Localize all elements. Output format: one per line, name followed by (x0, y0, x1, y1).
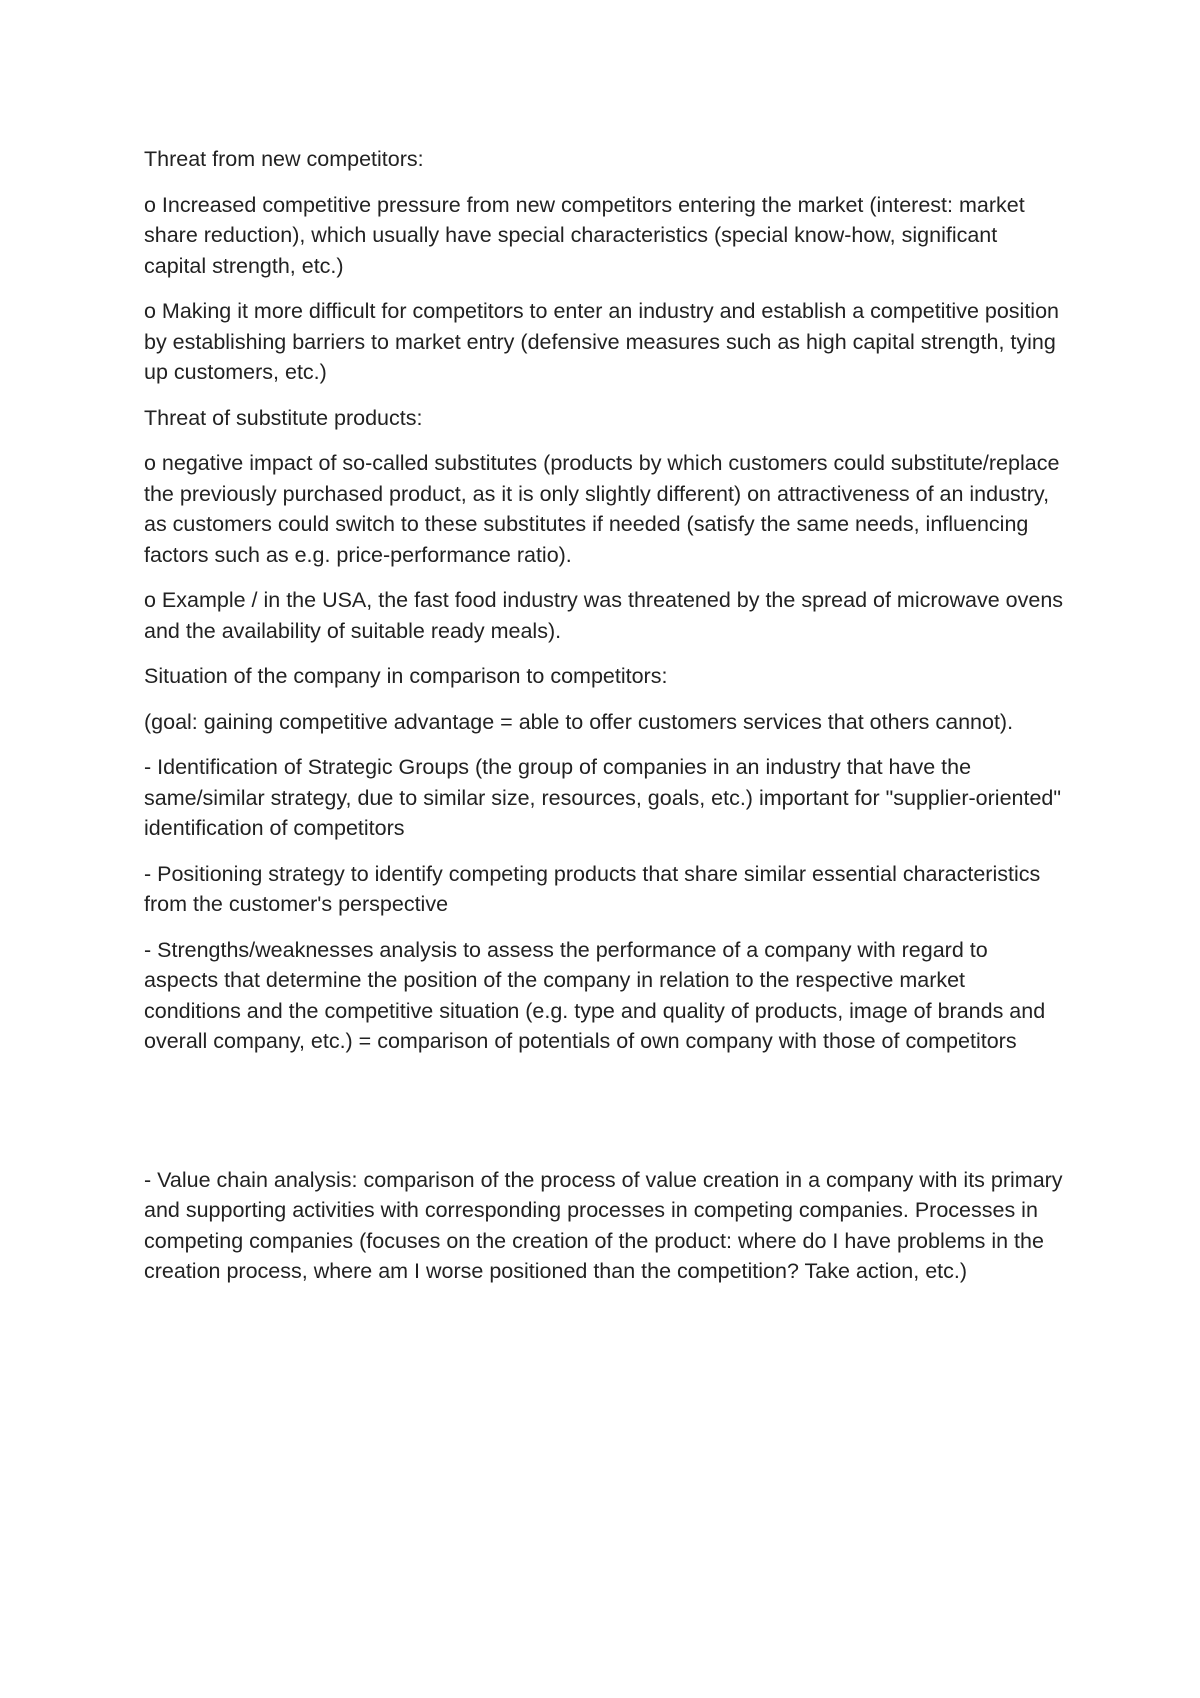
paragraph-competitive-pressure: o Increased competitive pressure from new competitors entering the market (interest: market share reduction), which usually have special characteristics (special know-how, significant capital strength, etc.) (144, 192, 1025, 278)
paragraph-substitutes-example: o Example / in the USA, the fast food industry was threatened by the spread of microwave ovens and the availability of suitable ready meals). (144, 588, 1064, 643)
paragraph-market-entry-barriers: o Making it more difficult for competitors to enter an industry and establish a competitive position by establishing barriers to market entry (defensive measures such as high capital strength, tying up customers, etc.) (144, 299, 1059, 384)
blank-space (144, 1072, 1064, 1165)
paragraph-positioning-strategy: - Positioning strategy to identify competing products that share similar essential characteristics from the customer's perspective (144, 861, 1041, 916)
paragraph-strengths-weaknesses: - Strengths/weaknesses analysis to assess the performance of a company with regard to aspects that determine the position of the company in relation to the respective market conditions and the competitive situation (e.g. type and quality of products, image of brands and overall company, etc.) = comparison of potentials of own company with those of competitors (144, 937, 1046, 1053)
paragraph-substitutes-impact: o negative impact of so-called substitutes (products by which customers could substitute/replace the previously purchased product, as it is only slightly different) on attractiveness of an industry, as customers could switch to these substitutes if needed (satisfy the same needs, influencing factors such as e.g. price-performance ratio). (144, 451, 1060, 567)
paragraph-strategic-groups: - Identification of Strategic Groups (the group of companies in an industry that have the same/similar strategy, due to similar size, resources, goals, etc.) important for "supplier-oriented" identification of competitors (144, 755, 1062, 840)
paragraph-value-chain: - Value chain analysis: comparison of the process of value creation in a company with its primary and supporting activities with corresponding processes in competing companies. Processes in competing companies (focuses on the creation of the product: where do I have problems in the creation process, where am I worse positioned than the competition? Take action, etc.) (144, 1167, 1063, 1283)
document-body (144, 144, 1064, 1302)
heading-company-situation: Situation of the company in comparison to competitors: (144, 664, 668, 688)
paragraph-goal: (goal: gaining competitive advantage = able to offer customers services that others cannot). (144, 709, 1014, 734)
heading-threat-substitutes: Threat of substitute products: (144, 405, 423, 430)
heading-threat-new-competitors: Threat from new competitors: (144, 147, 424, 171)
